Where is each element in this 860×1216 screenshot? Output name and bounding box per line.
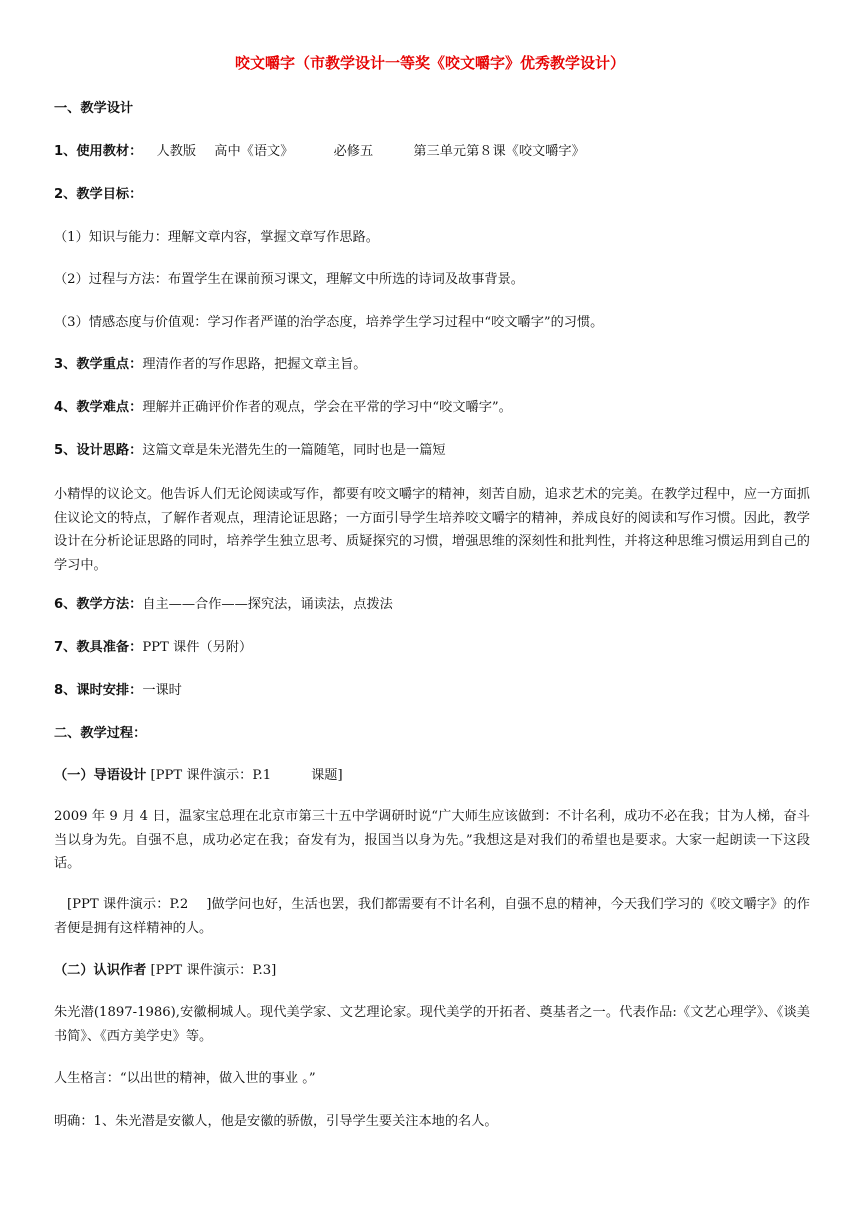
item-label: 6、教学方法： bbox=[54, 597, 143, 612]
intro-paragraph-1: 2009 年 9 月 4 日，温家宝总理在北京市第三十五中学调研时说“广大师生应该做到：不计名利，成功不必在我；甘为人梯，奋斗当以身为先。自强不息，成功必定在我；奋发有为，报国当以身为先。”我想这是对我们的希望也是要求。大家一起朗读一下这段话。 bbox=[54, 809, 810, 871]
item-difficulty bbox=[54, 397, 814, 419]
author-paragraph: 朱光潜(1897-1986),安徽桐城人。现代美学家、文艺理论家。现代美学的开拓者、奠基者之一。代表作品:《文艺心理学》、《谈美书简》、《西方美学史》等。 bbox=[54, 1005, 810, 1044]
clarify-line: 明确：1、朱光潜是安徽人，他是安徽的骄傲，引导学生要关注本地的名人。 bbox=[54, 1114, 498, 1129]
textbook-volume: 必修五 bbox=[333, 144, 374, 159]
section-heading-2: 二、教学过程： bbox=[54, 726, 147, 741]
part-intro-heading bbox=[54, 765, 814, 787]
item-label: 3、教学重点： bbox=[54, 357, 143, 372]
ppt-note-end: 课题] bbox=[311, 768, 343, 783]
item-textbook bbox=[54, 141, 814, 163]
textbook-name: 高中《语文》 bbox=[214, 144, 294, 159]
item-text: 一课时 bbox=[142, 683, 182, 698]
section-heading-1: 一、教学设计 bbox=[54, 101, 134, 116]
item-method bbox=[54, 594, 814, 616]
motto-line: 人生格言：“以出世的精神，做入世的事业 。” bbox=[54, 1071, 316, 1086]
goal-1: （1）知识与能力：理解文章内容，掌握文章写作思路。 bbox=[54, 230, 379, 245]
document-title: 咬文嚼字（市教学设计一等奖《咬文嚼字》优秀教学设计） bbox=[234, 54, 625, 72]
item-label: 1、使用教材： bbox=[54, 144, 143, 159]
item-text: 理解并正确评价作者的观点，学会在平常的学习中“咬文嚼字”。 bbox=[142, 400, 512, 415]
part-label: （二）认识作者 bbox=[54, 963, 147, 978]
item-goals-label: 2、教学目标： bbox=[54, 187, 143, 202]
textbook-lesson: 第三单元第８课《咬文嚼字》 bbox=[413, 144, 585, 159]
design-idea-paragraph: 小精悍的议论文。他告诉人们无论阅读或写作，都要有咬文嚼字的精神，刻苦自励，追求艺术的完美。在教学过程中，应一方面抓住议论文的特点，了解作者观点，理清论证思路；一方面引导学生培养咬文嚼字的精神，养成良好的阅读和写作习惯。因此，教学设计在分析论证思路的同时，培养学生独立思考、质疑探究的习惯，增强思维的深刻性和批判性，并将这种思维习惯运用到自己的学习中。 bbox=[54, 487, 810, 573]
part-label: （一）导语设计 bbox=[54, 768, 147, 783]
paragraph-text: ]做学问也好，生活也罢，我们都需要有不计名利，自强不息的精神，今天我们学习的《咬文嚼字》的作者便是拥有这样精神的人。 bbox=[54, 897, 810, 936]
item-text: 自主——合作——探究法，诵读法，点拨法 bbox=[142, 597, 393, 612]
item-label: 7、教具准备： bbox=[54, 640, 143, 655]
item-text: 理清作者的写作思路，把握文章主旨。 bbox=[142, 357, 367, 372]
textbook-publisher: 人教版 bbox=[156, 144, 197, 159]
goal-3: （3）情感态度与价值观：学习作者严谨的治学态度，培养学生学习过程中“咬文嚼字”的习惯。 bbox=[54, 315, 604, 330]
item-label: 5、设计思路： bbox=[54, 443, 143, 458]
ppt-note: [PPT 课件演示：P.3] bbox=[150, 963, 277, 978]
goal-2: （2）过程与方法：布置学生在课前预习课文，理解文中所选的诗词及故事背景。 bbox=[54, 272, 524, 287]
ppt-note: [PPT 课件演示：P.1 bbox=[150, 768, 272, 783]
item-schedule bbox=[54, 680, 814, 702]
intro-paragraph-2 bbox=[54, 893, 810, 940]
item-label: 4、教学难点： bbox=[54, 400, 143, 415]
ppt-note: [PPT 课件演示：P.2 bbox=[67, 897, 189, 912]
item-materials bbox=[54, 637, 814, 659]
item-design-idea bbox=[54, 440, 814, 462]
item-text: PPT 课件（另附） bbox=[142, 640, 253, 655]
item-label: 8、课时安排： bbox=[54, 683, 143, 698]
item-key-point bbox=[54, 354, 814, 376]
part-author-heading bbox=[54, 960, 814, 982]
item-text: 这篇文章是朱光潜先生的一篇随笔，同时也是一篇短 bbox=[142, 443, 446, 458]
